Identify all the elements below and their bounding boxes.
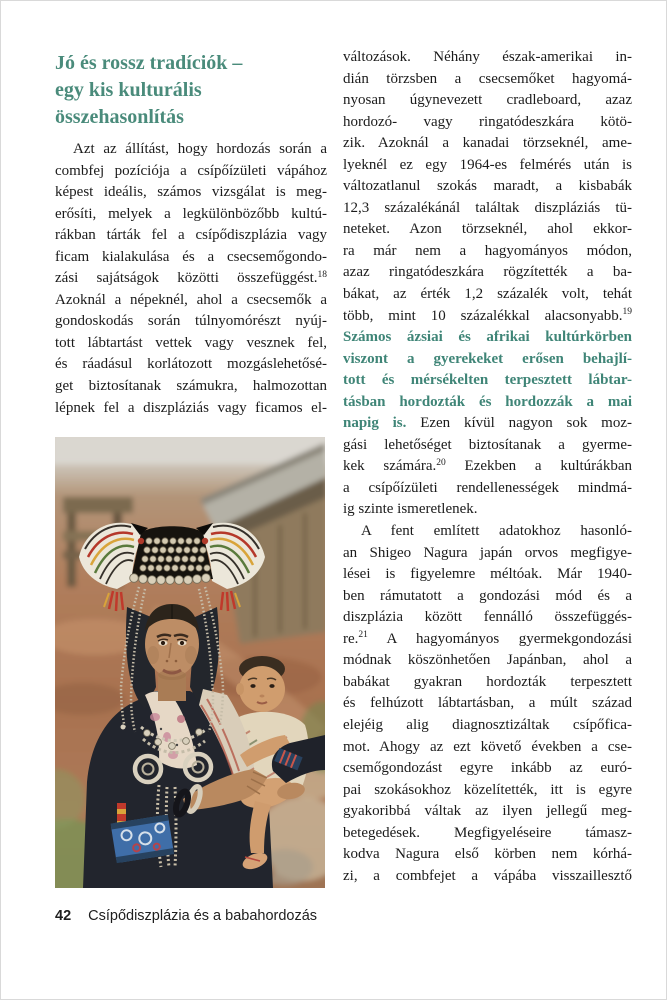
text-line: get biztosítanak számukra, halmozottan: [55, 378, 327, 395]
text-line: azaz ringatódeszkára rögzítették a ba-: [343, 264, 632, 281]
text-line: és felhúzott lábtartásban, a múlt század: [343, 695, 632, 712]
text-line: 12,3 százalékánál találtak diszpláziás tü-: [343, 199, 632, 216]
page-number: 42: [55, 908, 72, 924]
text-line: A fent említett adatokhoz hasonló-: [361, 523, 632, 540]
text-line: Azoknál a népeknél, ahol a csecsemők a: [55, 291, 327, 308]
text-line: gondoskodás során túlnyomórészt nyúj-: [55, 313, 327, 330]
running-title: Csípődiszplázia és a babahordozás: [88, 908, 318, 924]
text-line: tásban hordozták és hordozzák a mai: [343, 393, 632, 410]
photo-akha-mother-and-baby: [55, 437, 325, 888]
text-line: gási lehetőséget biztosítanak a gyerme-: [343, 436, 632, 453]
text-line: mot. Ahogy az ezt követő években a cse-: [343, 738, 632, 755]
text-line: zi, a combfejet a vápába visszaillesztő: [343, 867, 632, 884]
text-line: csemőgondozást egyre inkább az euró-: [343, 760, 632, 777]
text-line: a csípőízületi rendellenességek mindmá-: [343, 479, 632, 496]
text-line: neteket. Azon törzseknél, ahol ekkor-: [343, 221, 632, 238]
text-line: kodva Nagura első körben nem kórhá-: [343, 846, 632, 863]
text-line: Azt az állítást, hogy hordozás során a: [73, 141, 327, 157]
text-line: rákban tárták fel a csípődiszplázia vagy: [55, 227, 327, 244]
text-line: ficam kialakulása és a csecsemőgondo-: [55, 248, 327, 265]
text-line: ig szinte ismeretlenek.: [343, 501, 478, 518]
text-line: tott lábtartást vettek vagy vesznek fel,: [55, 334, 327, 351]
text-line: lyeknél ez egy 1964-es felmérés után is: [343, 156, 632, 173]
text-line: képest ideális, számos vizsgálat is meg-: [55, 184, 327, 201]
text-line: módnak köszönhetően Japánban, ahol a: [343, 652, 632, 669]
text-line: lépnek fel a diszpláziás vagy ficamos el-: [55, 399, 327, 416]
text-line: ra már nem a hagyományos módon,: [343, 242, 632, 259]
text-line: változások. Néhány észak-amerikai in-: [343, 49, 632, 65]
text-line: an Shigeo Nagura japán orvos megfigye-: [343, 544, 632, 561]
text-line: napig is. Ezen kívül nagyon sok moz-: [343, 415, 632, 432]
text-line: kek számára.$^{20}$ Ezekben a kultúrákban: [343, 457, 632, 475]
text-line: bákat, az érték 1,2 százalék volt, tehát: [343, 286, 632, 303]
text-line: és ráadásul korlátozott mozgáslehetősé-: [55, 356, 327, 373]
text-line: erősíti, melyek a legkülönbözőbb kultú-: [55, 205, 327, 222]
text-line: elejéig alig diagnosztizáltak csípőfica-: [343, 716, 632, 733]
text-line: combfej pozíciója a csípőízületi vápához: [55, 162, 327, 179]
right-text-column: [343, 47, 632, 887]
text-line: zási sajátságok közötti összefüggést.$^{18}$: [55, 269, 327, 287]
heading-line: összehasonlítás: [55, 106, 184, 128]
text-line: lései is figyelemre méltóak. Már 1940-: [343, 566, 632, 583]
text-line: betegedések. Megfigyeléseire támasz-: [343, 824, 632, 841]
text-line: hordozó- vagy ringatódeszkára kötö-: [343, 113, 632, 130]
heading-line: Jó és rossz tradíciók –: [55, 52, 243, 74]
text-line: ben rámutatott a gondozási mód és a: [343, 587, 632, 604]
text-line: gyakoribbá váltak az ilyen jellegű meg-: [343, 803, 632, 820]
text-line: dián törzsben a csecsemőket hagyomá-: [343, 70, 632, 87]
text-line: babákat gyakran hordozták terpesztett: [343, 673, 632, 690]
text-line: változatlanul szokás maradt, a kisbabák: [343, 178, 632, 195]
text-line: tott és mérsékelten terpesztett lábtar-: [343, 372, 632, 389]
section-heading: [55, 50, 335, 131]
text-line: zik. Azoknál a kanadai törzseknél, ame-: [343, 135, 632, 152]
text-line: nyosan úgynevezett cradleboard, azaz: [343, 92, 632, 109]
text-line: viszont a gyerekeket erősen behajlí-: [343, 350, 632, 367]
text-line: pai szokásokhoz közelítették, itt is egyre: [343, 781, 632, 798]
footer: [55, 908, 615, 924]
text-line: re.$^{21}$ A hagyományos gyermekgondozási: [343, 630, 632, 647]
left-text-column: [55, 139, 327, 419]
text-line: diszplázia között fennálló összefüggés-: [343, 609, 632, 626]
text-line: több, mint 10 százalékkal alacsonyabb.$^{19}$: [343, 307, 632, 324]
text-line: Számos ázsiai és afrikai kultúrkörben: [343, 329, 632, 346]
heading-line: egy kis kulturális: [55, 79, 202, 101]
